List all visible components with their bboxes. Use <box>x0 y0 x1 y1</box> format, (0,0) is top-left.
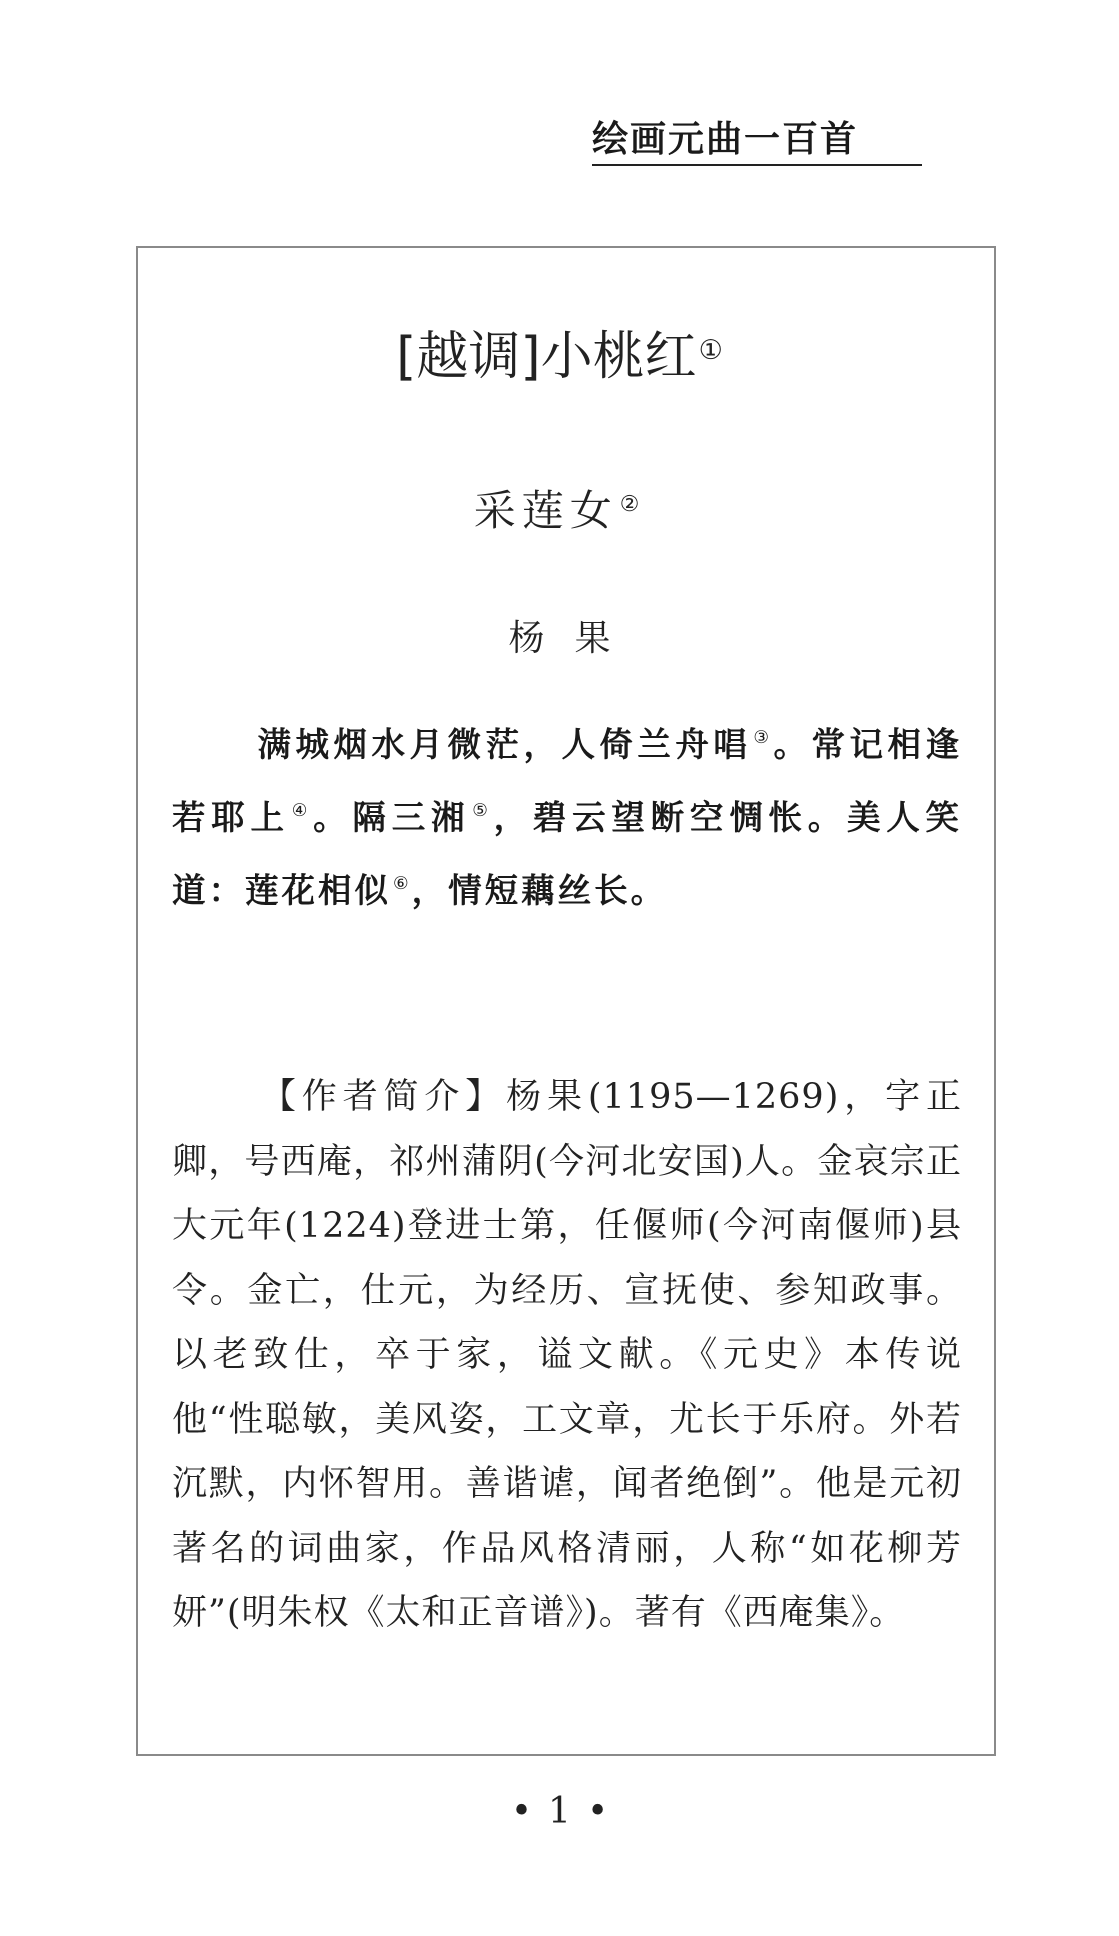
footnote-marker-3: ③ <box>753 728 774 748</box>
footnote-marker-5: ⑤ <box>472 801 494 821</box>
footnote-marker-1: ① <box>698 335 723 366</box>
poem-segment: 满城烟水月微茫，人倚兰舟唱 <box>256 725 752 764</box>
author-name: 杨果 <box>508 618 641 659</box>
footnote-marker-4: ④ <box>291 801 314 821</box>
page-number: 1 <box>548 1791 571 1832</box>
page-footer <box>0 1790 1119 1834</box>
biography-text: 【作者简介】杨果(1195—1269)，字正卿，号西庵，祁州蒲阴(今河北安国)人。金哀宗正大元年(1224)登进士第，任偃师(今河南偃师)县令。金亡，仕元，为经历、宣抚使、参知政事。以老致仕，卒于家，谥文献。《元史》本传说他“性聪敏，美风姿，工文章，尤长于乐府。外若沉默，内怀智用。善谐谑，闻者绝倒”。他是元初著名的词曲家，作品风格清丽，人称“如花柳芳妍”(明朱权《太和正音谱》)。著有《西庵集》。 <box>172 1077 962 1633</box>
footnote-marker-6: ⑥ <box>393 874 412 894</box>
author-biography <box>172 1065 962 1646</box>
page-dot-right: • <box>586 1791 609 1832</box>
page-dot-left: • <box>510 1791 533 1832</box>
poem-segment: 。隔三湘 <box>313 798 471 837</box>
poem-title-text: 采莲女 <box>473 486 618 535</box>
qupai-title <box>0 325 1119 389</box>
poem-segment: ，碧云望断空惆怅。美人笑道：莲花相似 <box>172 798 963 910</box>
poem-segment: 。常记相逢若耶上 <box>172 725 963 837</box>
poem-body <box>172 708 962 927</box>
poem-segment: ，情短藕丝长。 <box>411 871 668 910</box>
book-title-header: 绘画元曲一百首 <box>592 118 922 166</box>
qupai-text: [越调]小桃红 <box>396 327 697 387</box>
footnote-marker-2: ② <box>619 492 646 517</box>
poem-title <box>0 483 1119 539</box>
